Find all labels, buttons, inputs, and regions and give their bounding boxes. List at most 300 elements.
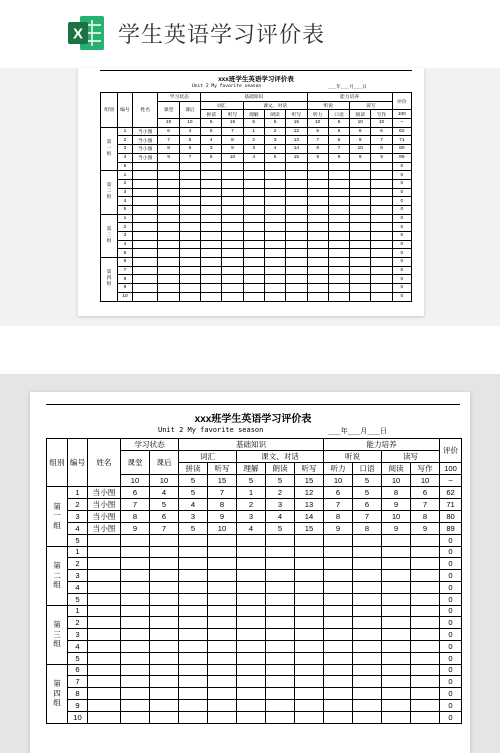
score-cell xyxy=(295,558,324,570)
student-name xyxy=(88,534,121,546)
header-recite: 朗读 xyxy=(266,463,295,475)
score-cell xyxy=(382,699,411,711)
score-cell xyxy=(150,534,179,546)
score-cell xyxy=(208,711,237,723)
score-cell: 7 xyxy=(179,153,200,162)
header-study-status: 学习状态 xyxy=(121,439,179,451)
score-cell xyxy=(208,629,237,641)
score-cell xyxy=(243,292,264,301)
score-cell xyxy=(222,240,243,249)
score-cell: 7 xyxy=(411,498,440,510)
student-name xyxy=(132,249,158,258)
row-number: 8 xyxy=(68,688,88,700)
score-cell xyxy=(307,249,328,258)
table-row xyxy=(101,179,412,188)
score-cell xyxy=(350,284,371,293)
score-cell xyxy=(382,664,411,676)
evaluation-total: 0 xyxy=(392,232,411,241)
row-number: 10 xyxy=(68,711,88,723)
score-cell xyxy=(158,284,179,293)
score-cell xyxy=(266,570,295,582)
score-cell xyxy=(382,581,411,593)
score-cell xyxy=(222,284,243,293)
thumbnail-preview-panel xyxy=(0,68,500,326)
score-cell xyxy=(324,593,353,605)
row-number: 2 xyxy=(118,179,133,188)
evaluation-total: 0 xyxy=(392,171,411,180)
row-number: 3 xyxy=(68,570,88,582)
score-cell: 6 xyxy=(411,486,440,498)
eval-max-score: 100 xyxy=(392,110,411,119)
score-cell xyxy=(382,629,411,641)
score-cell xyxy=(208,640,237,652)
score-cell xyxy=(121,640,150,652)
score-cell: 3 xyxy=(201,145,222,154)
score-cell xyxy=(286,223,307,232)
score-cell xyxy=(353,546,382,558)
row-number: 1 xyxy=(68,486,88,498)
score-cell xyxy=(208,534,237,546)
table-row xyxy=(101,153,412,162)
score-cell xyxy=(411,617,440,629)
score-cell xyxy=(266,605,295,617)
score-cell xyxy=(371,223,392,232)
score-cell: 7 xyxy=(307,136,328,145)
divider-band xyxy=(0,326,500,374)
score-cell: 5 xyxy=(353,486,382,498)
top-header xyxy=(0,0,500,68)
score-cell: 7 xyxy=(324,498,353,510)
max-score-cell: 5 xyxy=(243,119,264,128)
score-cell: 8 xyxy=(382,486,411,498)
score-cell xyxy=(353,664,382,676)
score-cell xyxy=(179,676,208,688)
score-cell xyxy=(328,258,349,267)
header-basic-knowledge: 基础知识 xyxy=(201,93,307,102)
score-cell xyxy=(179,699,208,711)
score-cell xyxy=(411,688,440,700)
score-cell xyxy=(307,266,328,275)
score-cell xyxy=(350,179,371,188)
table-row xyxy=(101,240,412,249)
score-cell xyxy=(295,534,324,546)
score-cell: 1 xyxy=(243,127,264,136)
header-group: 组别 xyxy=(47,439,68,487)
table-row xyxy=(47,652,462,664)
score-cell xyxy=(264,205,285,214)
score-cell xyxy=(179,223,200,232)
score-cell xyxy=(371,284,392,293)
score-cell xyxy=(243,179,264,188)
row-number: 5 xyxy=(118,205,133,214)
score-cell xyxy=(158,223,179,232)
score-cell: 6 xyxy=(121,486,150,498)
table-row xyxy=(101,284,412,293)
score-cell xyxy=(382,534,411,546)
row-number: 1 xyxy=(68,605,88,617)
score-cell: 7 xyxy=(158,136,179,145)
score-cell xyxy=(411,570,440,582)
score-cell xyxy=(350,266,371,275)
row-number: 1 xyxy=(118,214,133,223)
evaluation-total: 0 xyxy=(392,214,411,223)
student-name: 当小图 xyxy=(88,510,121,522)
evaluation-total: 89 xyxy=(440,522,462,534)
score-cell xyxy=(286,266,307,275)
table-row xyxy=(47,534,462,546)
score-cell xyxy=(121,664,150,676)
score-cell xyxy=(150,546,179,558)
evaluation-total: 0 xyxy=(440,581,462,593)
score-cell xyxy=(328,205,349,214)
header-spell-read: 拼读 xyxy=(201,110,222,119)
evaluation-total: 0 xyxy=(392,162,411,171)
score-cell: 5 xyxy=(266,522,295,534)
score-cell: 15 xyxy=(295,522,324,534)
score-cell xyxy=(295,546,324,558)
evaluation-total: 62 xyxy=(440,486,462,498)
header-understand: 理解 xyxy=(237,463,266,475)
score-cell xyxy=(307,240,328,249)
score-cell: 2 xyxy=(266,486,295,498)
row-number: 4 xyxy=(68,581,88,593)
eval-range-cell: ~ xyxy=(392,119,411,128)
score-cell xyxy=(328,266,349,275)
score-cell xyxy=(264,249,285,258)
main-preview-panel xyxy=(0,374,500,753)
score-cell xyxy=(201,284,222,293)
score-cell xyxy=(201,171,222,180)
student-name xyxy=(88,640,121,652)
score-cell xyxy=(286,275,307,284)
evaluation-total: 0 xyxy=(392,197,411,206)
excel-logo-letter: X xyxy=(72,25,84,43)
score-cell xyxy=(353,581,382,593)
score-cell xyxy=(307,179,328,188)
score-cell xyxy=(382,688,411,700)
score-cell xyxy=(371,258,392,267)
score-cell xyxy=(222,179,243,188)
score-cell xyxy=(266,629,295,641)
score-cell xyxy=(264,275,285,284)
header-listen-speak: 听说 xyxy=(307,101,350,110)
header-read-write: 读写 xyxy=(382,451,440,463)
score-cell xyxy=(266,711,295,723)
evaluation-total: 0 xyxy=(392,179,411,188)
max-score-cell: 5 xyxy=(266,475,295,487)
header-name: 姓名 xyxy=(88,439,121,487)
max-score-cell: 10 xyxy=(179,119,200,128)
score-cell: 9 xyxy=(307,153,328,162)
score-cell xyxy=(121,546,150,558)
score-cell xyxy=(328,162,349,171)
score-cell xyxy=(222,258,243,267)
evaluation-total: 0 xyxy=(392,223,411,232)
table-row xyxy=(101,249,412,258)
score-cell xyxy=(264,188,285,197)
score-cell xyxy=(324,652,353,664)
score-cell xyxy=(150,629,179,641)
score-cell: 1 xyxy=(237,486,266,498)
score-cell xyxy=(295,652,324,664)
score-cell xyxy=(264,292,285,301)
score-cell xyxy=(286,205,307,214)
row-number: 3 xyxy=(118,188,133,197)
table-row xyxy=(101,214,412,223)
score-cell xyxy=(286,214,307,223)
score-cell xyxy=(353,593,382,605)
table-row xyxy=(47,676,462,688)
evaluation-total: 62 xyxy=(392,127,411,136)
max-score-cell: 10 xyxy=(350,119,371,128)
score-cell: 6 xyxy=(307,127,328,136)
score-cell xyxy=(353,605,382,617)
score-cell xyxy=(158,205,179,214)
score-cell xyxy=(307,275,328,284)
evaluation-total: 89 xyxy=(392,153,411,162)
score-cell xyxy=(264,232,285,241)
score-cell xyxy=(266,546,295,558)
score-cell xyxy=(286,258,307,267)
score-cell xyxy=(264,266,285,275)
max-score-cell: 5 xyxy=(264,119,285,128)
score-cell: 8 xyxy=(158,145,179,154)
header-oral: 口语 xyxy=(328,110,349,119)
group-label: 第 一 组 xyxy=(47,486,68,546)
score-cell xyxy=(382,676,411,688)
row-number: 6 xyxy=(68,664,88,676)
score-cell xyxy=(237,711,266,723)
score-cell xyxy=(411,605,440,617)
evaluation-table xyxy=(100,92,412,302)
row-number: 7 xyxy=(118,266,133,275)
score-cell xyxy=(371,266,392,275)
score-cell xyxy=(179,534,208,546)
score-cell xyxy=(350,197,371,206)
student-name xyxy=(132,171,158,180)
score-cell xyxy=(243,266,264,275)
evaluation-total: 0 xyxy=(440,593,462,605)
score-cell xyxy=(208,546,237,558)
header-recite: 朗读 xyxy=(264,110,285,119)
student-name xyxy=(88,570,121,582)
score-cell xyxy=(158,171,179,180)
student-name xyxy=(132,284,158,293)
score-cell xyxy=(371,214,392,223)
group-label: 第 二 组 xyxy=(47,546,68,605)
score-cell xyxy=(324,546,353,558)
student-name xyxy=(132,205,158,214)
score-cell xyxy=(158,240,179,249)
max-score-cell: 5 xyxy=(328,119,349,128)
score-cell: 5 xyxy=(179,486,208,498)
score-cell xyxy=(295,581,324,593)
score-cell xyxy=(264,240,285,249)
table-row xyxy=(47,711,462,723)
score-cell xyxy=(243,258,264,267)
score-cell xyxy=(295,617,324,629)
score-cell xyxy=(371,249,392,258)
score-cell xyxy=(121,570,150,582)
page-title: 学生英语学习评价表 xyxy=(118,22,326,47)
score-cell xyxy=(353,711,382,723)
score-cell xyxy=(179,214,200,223)
score-cell xyxy=(286,292,307,301)
score-cell: 5 xyxy=(201,153,222,162)
student-name: 当小图 xyxy=(132,145,158,154)
score-cell: 4 xyxy=(150,486,179,498)
score-cell xyxy=(237,546,266,558)
header-study-status: 学习状态 xyxy=(158,93,201,102)
score-cell xyxy=(411,699,440,711)
score-cell xyxy=(382,593,411,605)
score-cell xyxy=(350,205,371,214)
score-cell xyxy=(295,640,324,652)
student-name xyxy=(132,266,158,275)
score-cell xyxy=(237,688,266,700)
score-cell xyxy=(411,546,440,558)
score-cell xyxy=(411,581,440,593)
student-name xyxy=(88,688,121,700)
row-number: 2 xyxy=(118,223,133,232)
score-cell: 8 xyxy=(411,510,440,522)
score-cell xyxy=(179,266,200,275)
score-cell xyxy=(121,711,150,723)
score-cell xyxy=(411,534,440,546)
score-cell xyxy=(264,284,285,293)
row-number: 6 xyxy=(118,258,133,267)
score-cell: 14 xyxy=(295,510,324,522)
score-cell xyxy=(158,179,179,188)
max-score-cell: 15 xyxy=(208,475,237,487)
score-cell: 12 xyxy=(295,486,324,498)
score-cell xyxy=(150,699,179,711)
score-cell xyxy=(150,640,179,652)
score-cell xyxy=(237,629,266,641)
student-name xyxy=(132,240,158,249)
score-cell: 4 xyxy=(201,136,222,145)
score-cell xyxy=(371,179,392,188)
score-cell xyxy=(158,232,179,241)
score-cell xyxy=(411,640,440,652)
score-cell xyxy=(324,629,353,641)
score-cell xyxy=(201,232,222,241)
score-cell: 9 xyxy=(371,153,392,162)
score-cell xyxy=(179,162,200,171)
score-cell: 6 xyxy=(179,145,200,154)
score-cell xyxy=(150,664,179,676)
score-cell xyxy=(295,629,324,641)
header-listen-speak: 听说 xyxy=(324,451,382,463)
row-number: 5 xyxy=(118,162,133,171)
score-cell xyxy=(237,581,266,593)
score-cell: 9 xyxy=(121,522,150,534)
table-row xyxy=(47,558,462,570)
score-cell xyxy=(264,162,285,171)
table-row xyxy=(101,275,412,284)
header-reading: 阅读 xyxy=(350,110,371,119)
score-cell xyxy=(121,605,150,617)
score-cell: 5 xyxy=(264,153,285,162)
score-cell xyxy=(179,605,208,617)
score-cell xyxy=(307,223,328,232)
score-cell: 12 xyxy=(286,127,307,136)
score-cell xyxy=(179,258,200,267)
score-cell: 9 xyxy=(350,136,371,145)
score-cell xyxy=(237,570,266,582)
evaluation-total: 80 xyxy=(392,145,411,154)
score-cell xyxy=(266,617,295,629)
score-cell xyxy=(208,699,237,711)
table-row xyxy=(47,498,462,510)
score-cell xyxy=(307,205,328,214)
score-cell xyxy=(237,558,266,570)
score-cell xyxy=(324,699,353,711)
score-cell xyxy=(158,197,179,206)
score-cell xyxy=(222,275,243,284)
student-name: 当小图 xyxy=(88,522,121,534)
header-text-dialogue: 课文、对话 xyxy=(243,101,307,110)
sheet-date: ___年___月___日 xyxy=(328,427,387,435)
score-cell xyxy=(382,570,411,582)
student-name xyxy=(88,558,121,570)
score-cell xyxy=(371,162,392,171)
row-number: 4 xyxy=(68,522,88,534)
group-label: 第 四 组 xyxy=(101,258,118,301)
score-cell xyxy=(264,179,285,188)
score-cell: 10 xyxy=(350,145,371,154)
student-name xyxy=(132,232,158,241)
evaluation-total: 0 xyxy=(440,617,462,629)
max-score-cell: 5 xyxy=(179,475,208,487)
score-cell xyxy=(179,171,200,180)
score-cell xyxy=(266,640,295,652)
title-rule xyxy=(100,70,412,71)
header-evaluation: 评价 xyxy=(392,93,411,110)
student-name xyxy=(132,162,158,171)
score-cell xyxy=(411,711,440,723)
score-cell xyxy=(222,162,243,171)
score-cell xyxy=(307,197,328,206)
table-row xyxy=(101,197,412,206)
header-vocabulary: 词汇 xyxy=(201,101,244,110)
score-cell xyxy=(237,699,266,711)
score-cell xyxy=(150,605,179,617)
score-cell: 4 xyxy=(264,145,285,154)
score-cell xyxy=(201,179,222,188)
max-score-cell: 10 xyxy=(411,475,440,487)
score-cell: 7 xyxy=(121,498,150,510)
score-cell: 5 xyxy=(179,136,200,145)
score-cell xyxy=(328,232,349,241)
score-cell xyxy=(350,292,371,301)
excel-icon xyxy=(66,14,106,52)
student-name: 当小图 xyxy=(88,498,121,510)
header-spell-read: 拼读 xyxy=(179,463,208,475)
row-number: 9 xyxy=(118,284,133,293)
score-cell xyxy=(324,558,353,570)
score-cell xyxy=(179,664,208,676)
score-cell xyxy=(264,197,285,206)
score-cell xyxy=(353,652,382,664)
evaluation-total: 0 xyxy=(440,664,462,676)
row-number: 5 xyxy=(68,593,88,605)
score-cell xyxy=(208,676,237,688)
score-cell xyxy=(179,284,200,293)
score-cell xyxy=(353,688,382,700)
score-cell xyxy=(411,629,440,641)
score-cell xyxy=(266,688,295,700)
